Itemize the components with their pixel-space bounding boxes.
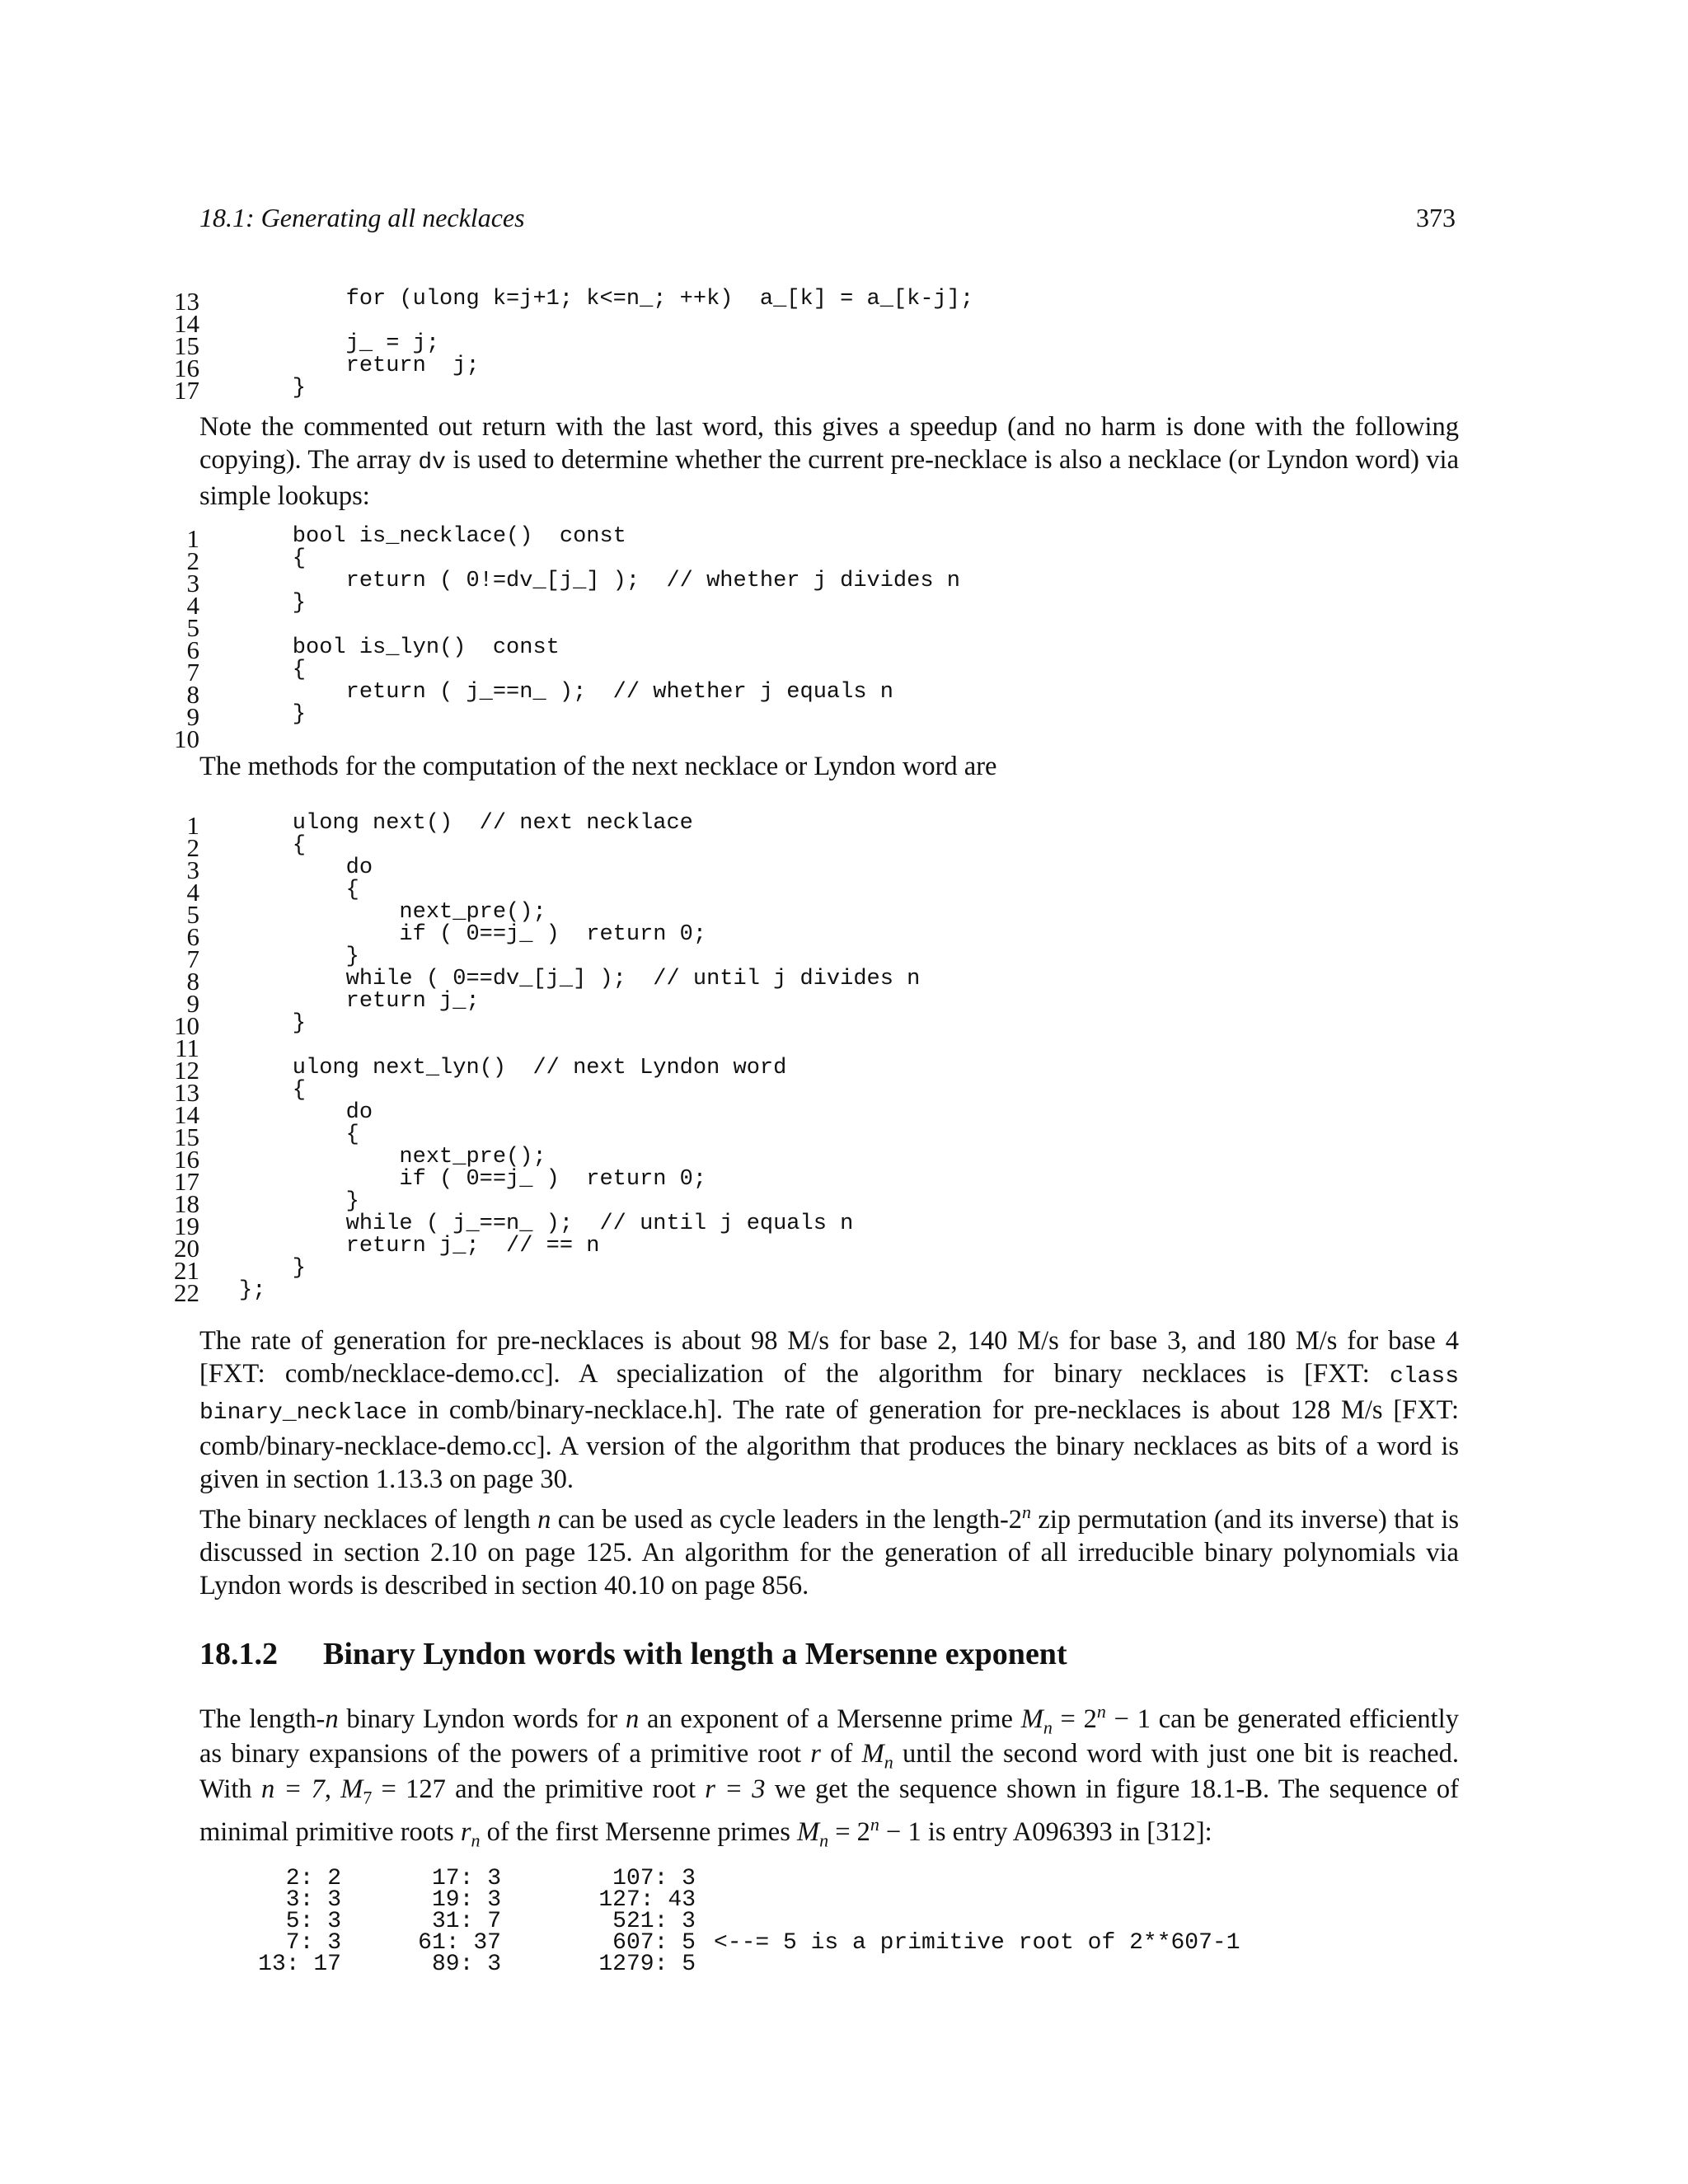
code-line: do [239,855,373,880]
line-number: 1 [186,524,199,553]
section-title: Binary Lyndon words with length a Mersenne exponent [323,1637,1067,1671]
line-number: 9 [186,702,199,731]
code-line: return ( 0!=dv_[j_] ); // whether j divides n [239,569,960,593]
code-line: } [239,944,359,969]
table-cell: 607: 5 [612,1930,696,1956]
code-line: return j; [239,354,480,378]
line-number: 17 [174,376,199,405]
code-line: while ( 0==dv_[j_] ); // until j divides n [239,967,921,991]
section-number: 18.1.2 [199,1637,278,1671]
code-line: for (ulong k=j+1; k<=n_; ++k) a_[k] = a_[k-j]; [239,287,974,312]
code-line: } [239,1256,307,1281]
code-line: { [239,1078,307,1103]
paragraph-generation-rate: The rate of generation for pre-necklaces is about 98 M/s for base 2, 140 M/s for base 3, and 180 M/s for base 4 [FXT: comb/necklace-demo.cc]. A specialization of the algorithm for binary necklaces is [FXT: class binary_necklace in comb/binary-necklace.h]. The rate of generation for pre-necklaces is about 128 M/s [FXT: comb/binary-necklace-demo.cc]. A version of the algorithm that produces the binary necklaces as bits of a word is given in section 1.13.3 on page 30. [199,1326,1459,1494]
code-line: bool is_lyn() const [239,635,560,660]
line-number: 15 [174,331,199,360]
code-line: ulong next_lyn() // next Lyndon word [239,1056,787,1080]
code-line: if ( 0==j_ ) return 0; [239,1167,707,1192]
table-cell: 13: 17 [258,1952,341,1977]
line-number: 10 [174,724,199,753]
line-number: 2 [186,546,199,575]
table-cell: 7: 3 [285,1930,341,1956]
paragraph-cycle-leaders: The binary necklaces of length n can be used as cycle leaders in the length-2$^n$ zip permutation (and its inverse) that is discussed in section 2.10 on page 125. An algorithm for the generation of all irreducible binary polynomials via Lyndon words is described in section 40.10 on page 856. [199,1502,1459,1601]
code-line: return j_; [239,989,480,1014]
table-cell: 521: 3 [612,1909,696,1934]
line-number: 16 [174,1145,199,1174]
table-cell: 61: 37 [418,1930,501,1956]
code-line: bool is_necklace() const [239,524,626,549]
code-line: return j_; // == n [239,1234,600,1258]
code-line: next_pre(); [239,1145,546,1169]
line-number: 15 [174,1122,199,1151]
line-number: 8 [186,680,199,709]
code-line: } [239,591,307,616]
code-line: { [239,1122,359,1147]
code-line: return ( j_==n_ ); // whether j equals n [239,680,893,705]
table-cell: 107: 3 [612,1866,696,1891]
paragraph-dv-lookup: Note the commented out return with the last word, this gives a speedup (and no harm is done with the following copying). The array dv is used to determine whether the current pre-necklace is also a necklace (or Lyndon word) via simple lookups: [199,412,1459,511]
section-heading [199,1636,1067,1672]
code-line: { [239,658,307,682]
line-number: 20 [174,1234,199,1263]
table-cell: 3: 3 [285,1887,341,1913]
table-cell: 127: 43 [598,1887,696,1913]
paragraph-mersenne: The length-n binary Lyndon words for n an exponent of a Mersenne prime $M_n = 2^n - 1$ can be generated efficiently as binary expansions of the powers of a primitive root r of $M_n$ until the second word with just one bit is reached. With n = 7, $M_7 = 127$ and the primitive root r = 3 we get the sequence shown in figure 18.1-B. The sequence of minimal primitive roots $r_n$ of the first Mersenne primes $M_n = 2^n - 1$ is entry A096393 in [312]: [199,1701,1459,1851]
code-line: j_ = j; [239,331,440,356]
line-number: 8 [186,967,199,996]
line-number: 21 [174,1256,199,1285]
code-line: } [239,1011,307,1036]
code-line: { [239,878,359,902]
line-number: 19 [174,1212,199,1240]
line-number: 11 [175,1033,199,1062]
line-number: 7 [186,658,199,687]
line-number: 3 [186,569,199,598]
line-number: 9 [186,989,199,1018]
code-line: do [239,1100,373,1125]
code-line: if ( 0==j_ ) return 0; [239,922,707,947]
code-line: { [239,546,307,571]
table-cell: 31: 7 [431,1909,501,1934]
table-cell: 89: 3 [431,1952,501,1977]
line-number: 14 [174,1100,199,1129]
line-number: 1 [186,811,199,840]
code-line: } [239,702,307,727]
paragraph-next-methods: The methods for the computation of the next necklace or Lyndon word are [199,752,997,781]
code-line: { [239,833,307,858]
line-number: 22 [174,1278,199,1307]
code-line: }; [239,1278,266,1303]
table-cell: 5: 3 [285,1909,341,1934]
line-number: 5 [186,900,199,929]
line-number: 16 [174,354,199,382]
code-line: ulong next() // next necklace [239,811,693,836]
line-number: 6 [186,635,199,664]
line-number: 5 [186,613,199,642]
line-number: 7 [186,944,199,973]
line-number: 2 [186,833,199,862]
line-number: 4 [186,878,199,907]
code-line: while ( j_==n_ ); // until j equals n [239,1212,854,1236]
line-number: 12 [174,1056,199,1085]
line-number: 14 [174,309,199,338]
line-number: 17 [174,1167,199,1196]
table-cell: 1279: 5 [598,1952,696,1977]
table-cell: 17: 3 [431,1866,501,1891]
line-number: 4 [186,591,199,620]
line-number: 6 [186,922,199,951]
running-header-title: 18.1: Generating all necklaces [199,203,525,232]
code-line: next_pre(); [239,900,546,925]
line-number: 10 [174,1011,199,1040]
line-number: 13 [174,287,199,316]
table-cell: 2: 2 [285,1866,341,1891]
code-line: } [239,1189,359,1214]
table-cell: 19: 3 [431,1887,501,1913]
line-number: 13 [174,1078,199,1107]
code-line: } [239,376,307,401]
line-number: 3 [186,855,199,884]
table-note: <--= 5 is a primitive root of 2**607-1 [714,1930,1240,1956]
page-number: 373 [1416,203,1456,232]
line-number: 18 [174,1189,199,1218]
